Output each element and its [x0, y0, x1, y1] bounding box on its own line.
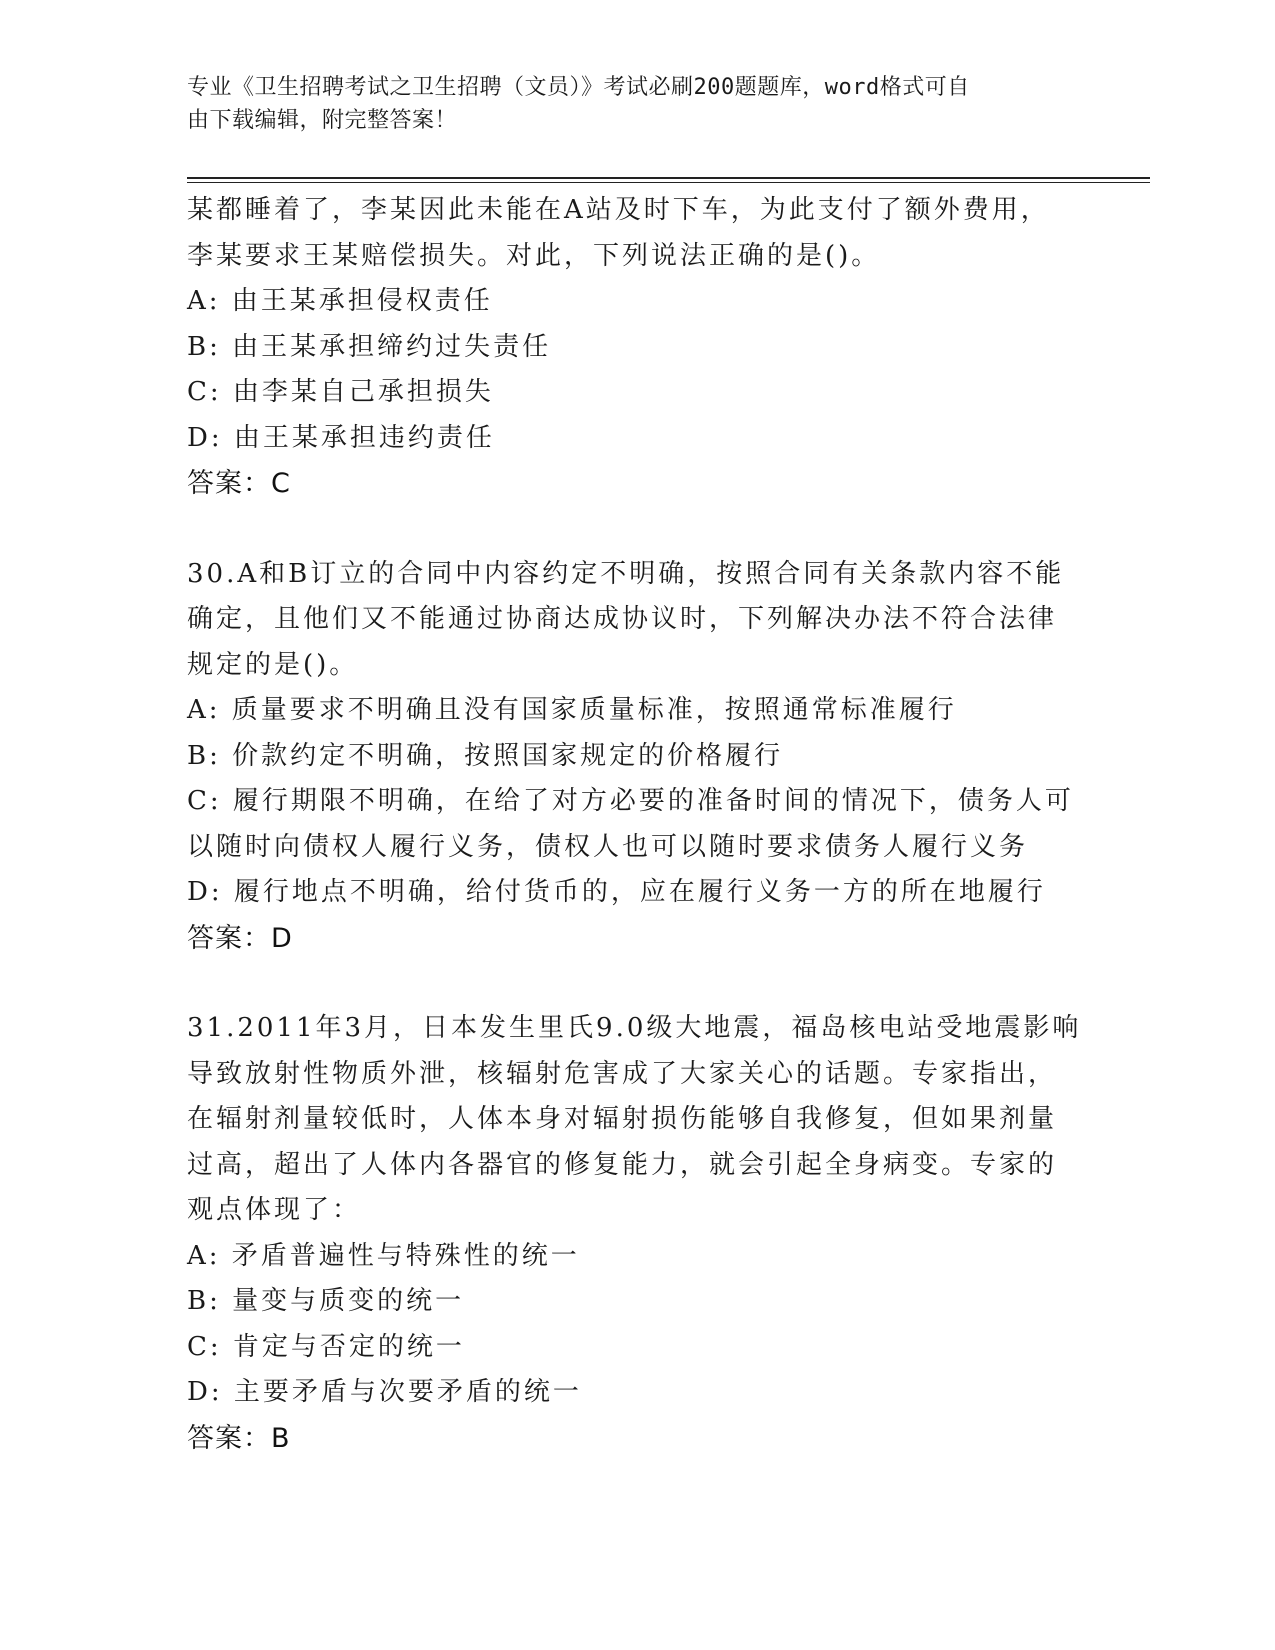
answer-option: A: 由王某承担侵权责任: [187, 286, 493, 316]
question-stem-line: 确定，且他们又不能通过协商达成协议时，下列解决办法不符合法律: [187, 604, 1058, 634]
question-stem-line: 31.2011年3月，日本发生里氏9.0级大地震，福岛核电站受地震影响: [187, 1013, 1082, 1043]
answer-key: 答案：D: [187, 922, 293, 954]
question-block: [187, 188, 1087, 507]
answer-option: A: 矛盾普遍性与特殊性的统一: [187, 1240, 580, 1271]
question-spacer: [187, 961, 1087, 1006]
answer-option: C: 履行期限不明确，在给了对方必要的准备时间的情况下，债务人可: [187, 786, 1074, 816]
question-stem-line: 导致放射性物质外泄，核辐射危害成了大家关心的话题。专家指出，: [187, 1058, 1058, 1089]
header-line: 专业《卫生招聘考试之卫生招聘（文员）》考试必刷200题题库，word格式可自: [187, 75, 970, 100]
answer-option: B: 由王某承担缔约过失责任: [187, 331, 552, 362]
answer-option: D: 由王某承担违约责任: [187, 422, 495, 453]
answer-option: D: 主要矛盾与次要矛盾的统一: [187, 1377, 582, 1407]
question-stem-line: 过高，超出了人体内各器官的修复能力，就会引起全身病变。专家的: [187, 1149, 1058, 1180]
question-stem-line: 李某要求王某赔偿损失。对此，下列说法正确的是()。: [187, 240, 881, 271]
header-divider: [187, 177, 1150, 179]
answer-option: C: 由李某自己承担损失: [187, 377, 494, 407]
answer-key: 答案：B: [187, 1422, 291, 1454]
answer-option: A: 质量要求不明确且没有国家质量标准，按照通常标准履行: [187, 695, 957, 725]
question-stem-line: 观点体现了：: [187, 1195, 362, 1225]
answer-option: B: 价款约定不明确，按照国家规定的价格履行: [187, 740, 784, 771]
question-stem-line: 规定的是()。: [187, 649, 359, 680]
question-block: [187, 1006, 1087, 1461]
answer-option: 以随时向债权人履行义务，债权人也可以随时要求债务人履行义务: [187, 831, 1029, 862]
page-header: [187, 71, 1087, 137]
answer-option: C: 肯定与否定的统一: [187, 1331, 465, 1362]
answer-option: D: 履行地点不明确，给付货币的，应在履行义务一方的所在地履行: [187, 877, 1046, 907]
question-block: [187, 552, 1087, 962]
question-stem-line: 某都睡着了，李某因此未能在A站及时下车，为此支付了额外费用，: [187, 195, 1050, 225]
question-stem-line: 在辐射剂量较低时，人体本身对辐射损伤能够自我修复，但如果剂量: [187, 1104, 1058, 1134]
header-line: 由下载编辑，附完整答案！: [187, 108, 458, 133]
question-list: [187, 188, 1087, 1461]
answer-option: B: 量变与质变的统一: [187, 1286, 465, 1316]
header-divider-thin: [187, 182, 1150, 183]
question-spacer: [187, 507, 1087, 552]
answer-key: 答案：C: [187, 468, 291, 499]
question-stem-line: 30.A和B订立的合同中内容约定不明确，按照合同有关条款内容不能: [187, 558, 1065, 589]
